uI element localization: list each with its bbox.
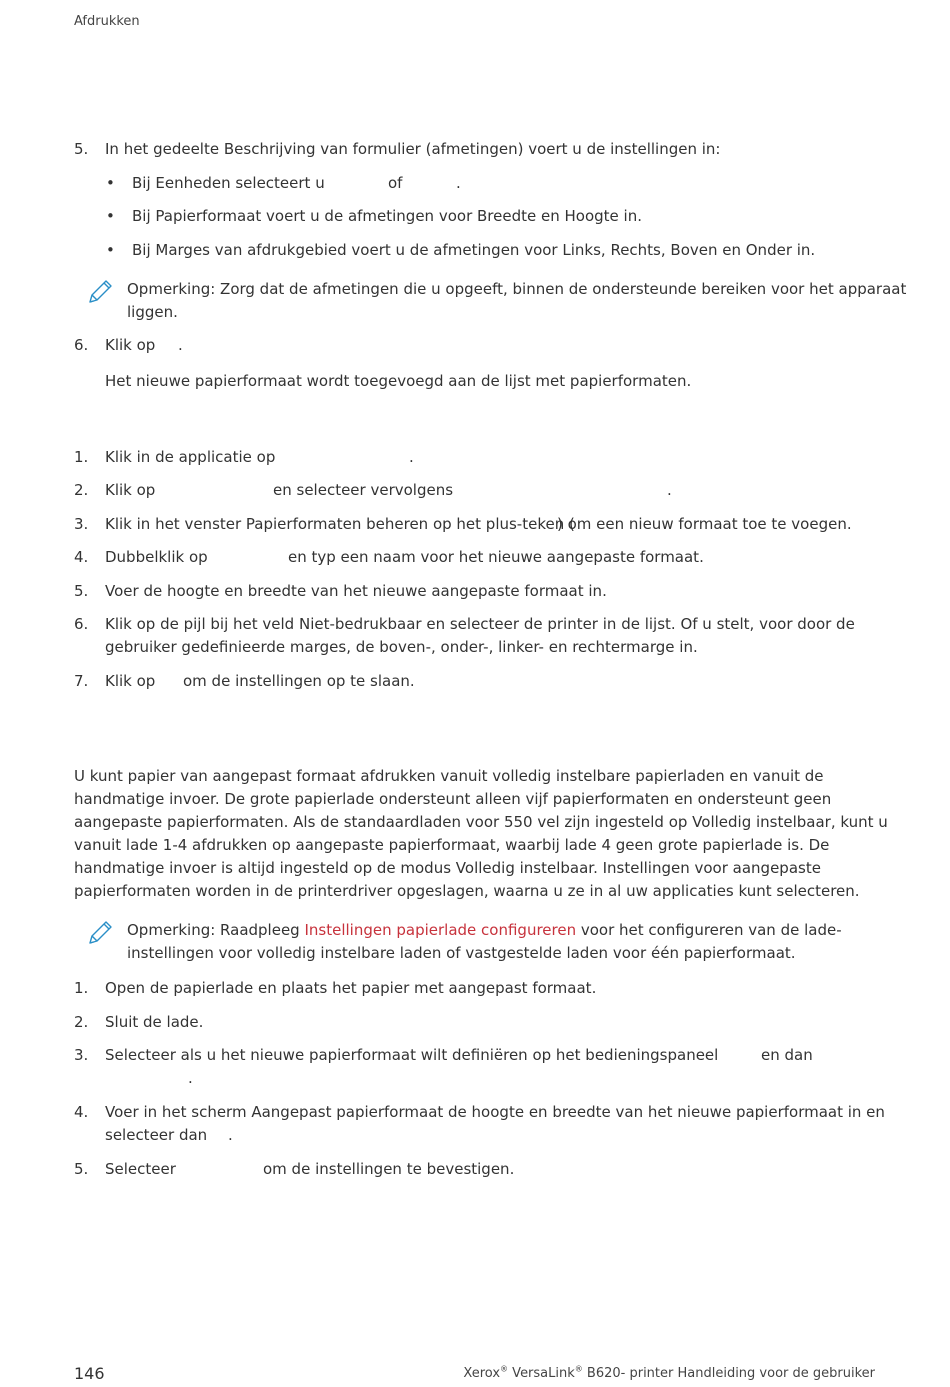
brand-versalink: VersaLink	[508, 1366, 575, 1381]
step-number: 3.	[74, 1046, 89, 1064]
step-text: .	[178, 336, 183, 354]
step-text: Dubbelklik op	[105, 548, 208, 566]
step-number: 2.	[74, 1013, 89, 1031]
note-text	[127, 919, 842, 942]
step-result-text: Het nieuwe papierformaat wordt toegevoegd aan de lijst met papierformaten.	[105, 372, 692, 390]
step-text: om de instellingen te bevestigen.	[263, 1160, 515, 1178]
note-text: liggen.	[127, 303, 178, 321]
step-text: Sluit de lade.	[105, 1013, 204, 1031]
step-number: 4.	[74, 548, 89, 566]
step-text: gebruiker gedefinieerde marges, de boven-, onder-, linker- en rechtermarge in.	[105, 638, 698, 656]
step-number: 3.	[74, 515, 89, 533]
step-text: .	[228, 1126, 233, 1144]
registered-mark: ®	[500, 1364, 509, 1374]
step-text: Klik op	[105, 481, 156, 499]
bullet-text: of	[388, 174, 403, 192]
step-text: Klik op	[105, 336, 156, 354]
step-number: 7.	[74, 672, 89, 690]
body-paragraph-line: aangepaste papierformaten. Als de standaardladen voor 550 vel zijn ingesteld op Volledig instelbaar, kunt u	[74, 813, 888, 831]
step-text: .	[409, 448, 414, 466]
body-paragraph-line: papierformaten worden in de printerdriver opgeslagen, waarna u ze in al uw applicaties kunt selecteren.	[74, 882, 860, 900]
step-text: en selecteer vervolgens	[273, 481, 454, 499]
step-text: Klik in het venster Papierformaten beheren op het plus-teken (	[105, 515, 575, 533]
step-number: 5.	[74, 582, 89, 600]
document-title-rest: B620- printer Handleiding voor de gebruiker	[582, 1366, 875, 1381]
step-text: In het gedeelte Beschrijving van formulier (afmetingen) voert u de instellingen in:	[105, 140, 721, 158]
step-text: Voer de hoogte en breedte van het nieuwe aangepaste formaat in.	[105, 582, 607, 600]
step-number: 5.	[74, 140, 89, 158]
step-text: ) om een nieuw formaat toe te voegen.	[557, 515, 852, 533]
step-text: om de instellingen op te slaan.	[183, 672, 415, 690]
step-text: en typ een naam voor het nieuwe aangepaste formaat.	[288, 548, 704, 566]
bullet-text: Bij Eenheden selecteert u	[132, 174, 325, 192]
step-text: Selecteer als u het nieuwe papierformaat wilt definiëren op het bedieningspaneel	[105, 1046, 719, 1064]
step-text: en dan	[761, 1046, 813, 1064]
note-text: Opmerking: Zorg dat de afmetingen die u opgeeft, binnen de ondersteunde bereiken voor het apparaat	[127, 280, 907, 298]
body-paragraph-line: handmatige invoer. De grote papierlade ondersteunt alleen vijf papierformaten en ondersteunt geen	[74, 790, 832, 808]
page-number: 146	[74, 1364, 105, 1383]
bullet-dot: •	[106, 241, 115, 259]
bullet-dot: •	[106, 174, 115, 192]
step-number: 6.	[74, 615, 89, 633]
body-paragraph-line: vanuit lade 1-4 afdrukken op aangepaste papierformaat, waarbij lade 4 geen grote papierlade is. De	[74, 836, 830, 854]
step-number: 1.	[74, 448, 89, 466]
step-text: selecteer dan	[105, 1126, 208, 1144]
pencil-icon	[86, 278, 114, 306]
note-prefix: Opmerking: Raadpleeg	[127, 921, 305, 939]
note-text: instellingen voor volledig instelbare laden of vastgestelde laden voor één papierformaat.	[127, 944, 796, 962]
bullet-text: Bij Marges van afdrukgebied voert u de afmetingen voor Links, Rechts, Boven en Onder in.	[132, 241, 816, 259]
step-text: Selecteer	[105, 1160, 176, 1178]
document-title	[463, 1366, 875, 1381]
body-paragraph-line: handmatige invoer is altijd ingesteld op de modus Volledig instelbaar. Instellingen voor aangepaste	[74, 859, 821, 877]
note-suffix: voor het configureren van de lade-	[576, 921, 842, 939]
body-paragraph-line: U kunt papier van aangepast formaat afdrukken vanuit volledig instelbare papierladen en vanuit de	[74, 767, 824, 785]
step-text: Klik op	[105, 672, 156, 690]
step-number: 6.	[74, 336, 89, 354]
step-text: Klik op de pijl bij het veld Niet-bedrukbaar en selecteer de printer in de lijst. Of u stelt, voor door de	[105, 615, 855, 633]
config-tray-link[interactable]: Instellingen papierlade configureren	[304, 921, 577, 939]
step-number: 2.	[74, 481, 89, 499]
step-text: Klik in de applicatie op	[105, 448, 276, 466]
registered-mark: ®	[574, 1364, 583, 1374]
brand-xerox: Xerox	[463, 1366, 501, 1381]
step-number: 1.	[74, 979, 89, 997]
step-text: Voer in het scherm Aangepast papierformaat de hoogte en breedte van het nieuwe papierformaat in en	[105, 1103, 885, 1121]
bullet-text: .	[456, 174, 461, 192]
step-text: .	[667, 481, 672, 499]
step-number: 5.	[74, 1160, 89, 1178]
step-text: Open de papierlade en plaats het papier met aangepast formaat.	[105, 979, 597, 997]
step-text: .	[188, 1069, 193, 1087]
step-number: 4.	[74, 1103, 89, 1121]
pencil-icon	[86, 919, 114, 947]
bullet-text: Bij Papierformaat voert u de afmetingen voor Breedte en Hoogte in.	[132, 207, 642, 225]
bullet-dot: •	[106, 207, 115, 225]
running-header: Afdrukken	[74, 14, 140, 29]
